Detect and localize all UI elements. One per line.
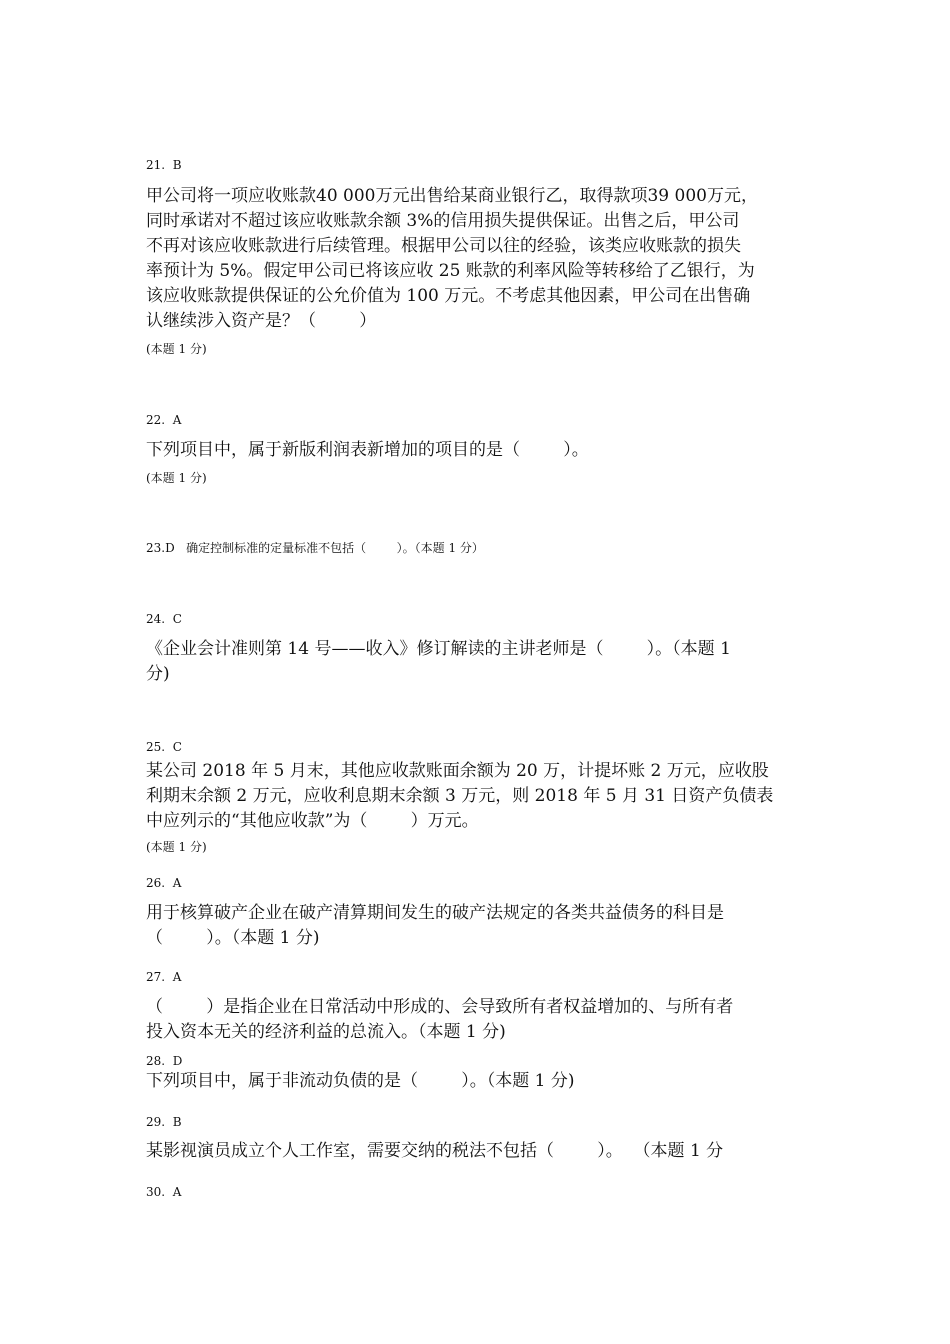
text-line: 利期末余额 2 万元，应收利息期末余额 3 万元，则 2018 年 5 月 31 日资产负债表 — [146, 786, 774, 806]
text-line: 下列项目中，属于新版利润表新增加的项目的是（ ）。 — [146, 440, 589, 460]
question-27-number: 27. A — [146, 970, 182, 984]
text-line: 该应收账款提供保证的公允价值为 100 万元。不考虑其他因素，甲公司在出售确 — [146, 286, 751, 306]
text-line: 率预计为 5%。假定甲公司已将该应收 25 账款的利率风险等转移给了乙银行，为 — [146, 261, 755, 281]
question-28-text — [146, 1069, 816, 1094]
question-24-number: 24. C — [146, 612, 182, 626]
question-21-score-note: (本题 1 分) — [146, 342, 207, 356]
question-21-text — [146, 184, 816, 334]
question-22-number: 22. A — [146, 413, 182, 427]
question-22-score-note: (本题 1 分) — [146, 471, 207, 485]
question-27-text — [146, 995, 816, 1045]
question-22-text — [146, 438, 816, 463]
text-line: 某影视演员成立个人工作室，需要交纳的税法不包括（ ）。 （本题 1 分 — [146, 1141, 724, 1161]
text-line: 中应列示的“其他应收款”为（ ）万元。 — [146, 811, 479, 831]
question-30-number: 30. A — [146, 1185, 182, 1199]
question-29-number: 29. B — [146, 1115, 182, 1129]
text-line: 投入资本无关的经济利益的总流入。（本题 1 分) — [146, 1022, 506, 1042]
question-23-line: 23.D 确定控制标准的定量标准不包括（ ）。（本题 1 分） — [146, 541, 484, 555]
text-line: 某公司 2018 年 5 月末，其他应收款账面余额为 20 万，计提坏账 2 万元，应收股 — [146, 761, 769, 781]
question-25-number: 25. C — [146, 740, 182, 754]
question-24-text — [146, 637, 816, 687]
text-line: 不再对该应收账款进行后续管理。根据甲公司以往的经验，该类应收账款的损失 — [146, 236, 741, 256]
text-line: 下列项目中，属于非流动负债的是（ ）。（本题 1 分) — [146, 1071, 575, 1091]
question-25-score-note: (本题 1 分) — [146, 840, 207, 854]
question-25-text — [146, 759, 816, 834]
question-21-number: 21. B — [146, 158, 182, 172]
text-line: 《企业会计准则第 14 号——收入》修订解读的主讲老师是（ ）。（本题 1 — [146, 639, 731, 659]
text-line: 甲公司将一项应收账款40 000万元出售给某商业银行乙，取得款项39 000万元， — [146, 186, 758, 206]
text-line: 同时承诺对不超过该应收账款余额 3%的信用损失提供保证。出售之后，甲公司 — [146, 211, 740, 231]
text-line: 认继续涉入资产是？（ ） — [146, 311, 377, 331]
text-line: （ ）是指企业在日常活动中形成的、会导致所有者权益增加的、与所有者 — [146, 997, 734, 1017]
question-28-number: 28. D — [146, 1054, 183, 1068]
question-26-text — [146, 901, 816, 951]
text-line: 分) — [146, 664, 170, 684]
text-line: （ ）。（本题 1 分) — [146, 928, 320, 948]
text-line: 用于核算破产企业在破产清算期间发生的破产法规定的各类共益债务的科目是 — [146, 903, 724, 923]
question-26-number: 26. A — [146, 876, 182, 890]
question-29-text — [146, 1139, 816, 1164]
